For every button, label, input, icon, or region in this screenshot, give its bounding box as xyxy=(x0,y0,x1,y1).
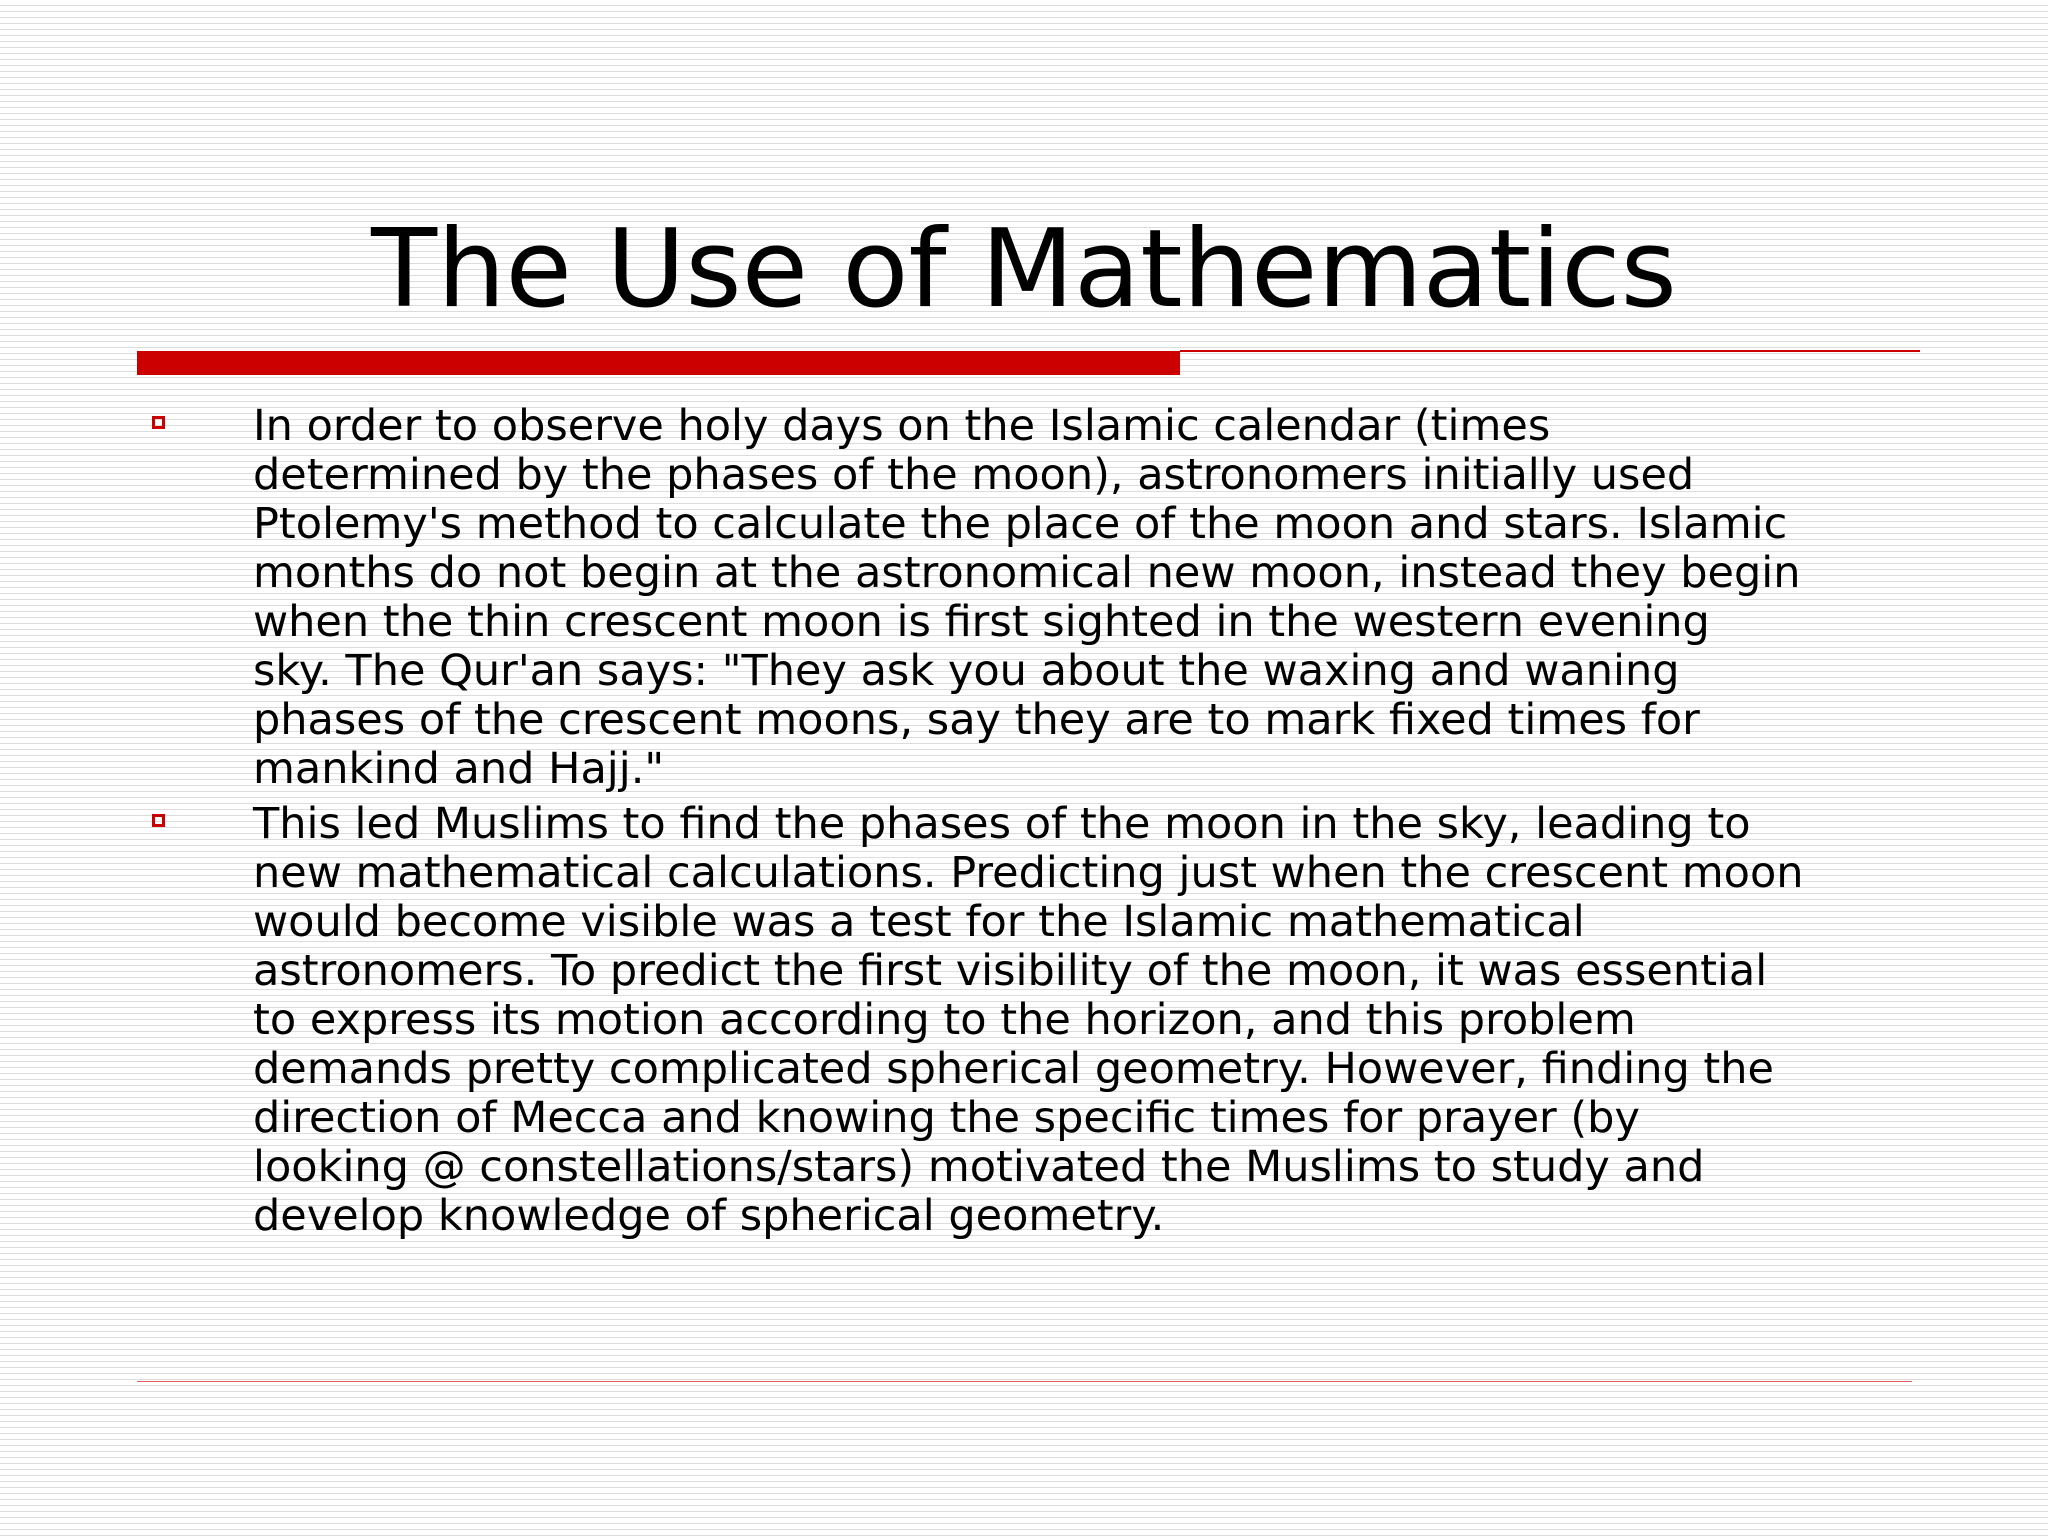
bullet-text: In order to observe holy days on the Islamic calendar (times determined by the phases of the moon), astronomers initially used Ptolemy's method to calculate the place of the moon and stars. Islamic months do not begin at the astronomical new moon, instead they begin when the thin crescent moon is first sighted in the western evening sky. The Qur'an says: "They ask you about the waxing and waning phases of the crescent moons, say they are to mark fixed times for mankind and Hajj." xyxy=(253,401,1801,794)
bullet-item xyxy=(0,402,2048,794)
hollow-square-bullet-icon xyxy=(152,416,165,429)
title-underline-thick xyxy=(137,351,1180,375)
bullet-text: This led Muslims to find the phases of the moon in the sky, leading to new mathematical calculations. Predicting just when the crescent moon would become visible was a test for the Islamic mathematical astronomers. To predict the first visibility of the moon, it was essential to express its motion according to the horizon, and this problem demands pretty complicated spherical geometry. However, finding the direction of Mecca and knowing the specific times for prayer (by looking @ constellations/stars) motivated the Muslims to study and develop knowledge of spherical geometry. xyxy=(253,799,1804,1241)
slide-title: The Use of Mathematics xyxy=(371,207,1677,332)
footer-divider xyxy=(137,1381,1912,1382)
bullet-item xyxy=(0,800,2048,1241)
hollow-square-bullet-icon xyxy=(152,814,165,827)
title-underline-thin xyxy=(1180,350,1920,352)
bullet-list xyxy=(0,402,2048,1247)
